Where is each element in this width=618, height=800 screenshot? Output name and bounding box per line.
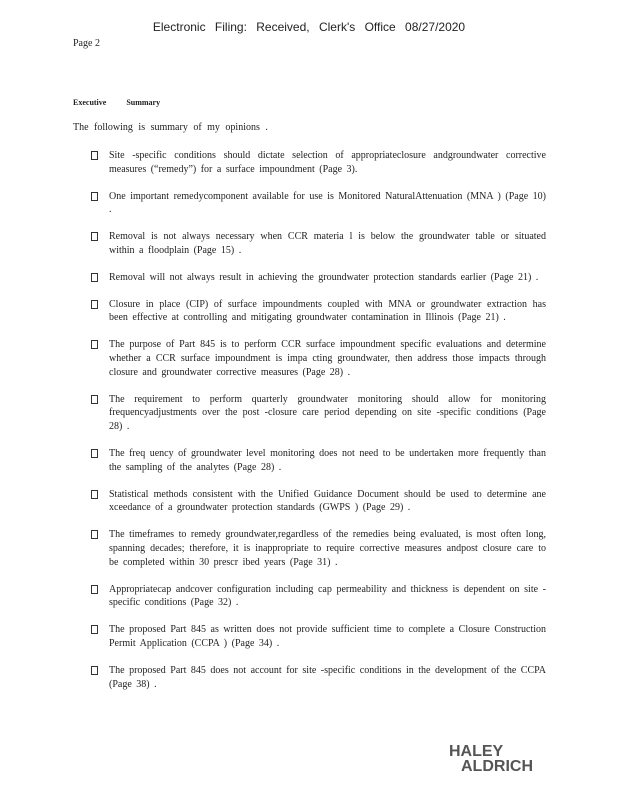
- list-item: [91, 583, 546, 611]
- list-item-text: Closure in place (CIP) of surface impoundments coupled with MNA or groundwater extraction has been effective at controlling and mitigating groundwater contamination in Illinois (Page 21) .: [109, 298, 546, 324]
- bullet-box-icon: [91, 151, 98, 160]
- list-item-text: The proposed Part 845 as written does not provide sufficient time to complete a Closure Construction Permit Application (CCPA ) (Page 34) .: [109, 624, 546, 649]
- logo-line-2: ALDRICH: [461, 758, 533, 775]
- list-item-text: The purpose of Part 845 is to perform CCR surface impoundment specific evaluations and determine whether a CCR surface impoundment is impa cting groundwater, then address those impacts through closure and groundwater corrective measures (Page 28) .: [109, 339, 546, 378]
- list-item-text: Statistical methods consistent with the Unified Guidance Document should be used to determine ane xceedance of a groundwater protection standards (GWPS ) (Page 29) .: [109, 488, 546, 514]
- list-item-text: The timeframes to remedy groundwater,regardless of the remedies being evaluated, is most often long, spanning decades; therefore, it is inappropriate to require corrective measures andpost closure care to be completed within 30 prescr ibed years (Page 31) .: [109, 529, 546, 568]
- list-item: [91, 488, 546, 516]
- list-item: [91, 190, 546, 218]
- list-item: [91, 447, 546, 475]
- intro-text: The following is summary of my opinions .: [73, 122, 268, 133]
- opinion-list: [91, 149, 546, 704]
- bullet-box-icon: [91, 585, 98, 594]
- filing-header: Electronic Filing: Received, Clerk's Office 08/27/2020: [152, 20, 466, 34]
- list-item-text: Removal will not always result in achieving the groundwater protection standards earlier (Page 21) .: [109, 271, 539, 283]
- bullet-box-icon: [91, 395, 98, 404]
- bullet-box-icon: [91, 273, 98, 282]
- list-item: [91, 230, 546, 258]
- haley-aldrich-logo: [449, 744, 543, 774]
- list-item-text: One important remedycomponent available for use is Monitored NaturalAttenuation (MNA ) (Page 10) .: [109, 190, 546, 216]
- list-item: [91, 298, 546, 326]
- bullet-box-icon: [91, 530, 98, 539]
- list-item: [91, 393, 546, 434]
- bullet-box-icon: [91, 300, 98, 309]
- page-number: Page 2: [73, 38, 100, 49]
- bullet-box-icon: [91, 449, 98, 458]
- bullet-box-icon: [91, 232, 98, 241]
- list-item-text: The proposed Part 845 does not account for site -specific conditions in the development of the CCPA (Page 38) .: [109, 664, 546, 690]
- list-item-text: The freq uency of groundwater level monitoring does not need to be undertaken more frequently than the sampling of the analytes (Page 28) .: [109, 447, 546, 473]
- bullet-box-icon: [91, 490, 98, 499]
- list-item: [91, 664, 546, 692]
- bullet-box-icon: [91, 666, 98, 675]
- bullet-box-icon: [91, 340, 98, 349]
- list-item-text: Appropriatecap andcover configuration including cap permeability and thickness is dependent on site -specific conditions (Page 32) .: [109, 583, 546, 609]
- list-item-text: The requirement to perform quarterly groundwater monitoring should allow for monitoring frequencyadjustments over the post -closure care period depending on site -specific conditions (Page 28) .: [109, 393, 546, 433]
- list-item: [91, 271, 546, 285]
- bullet-box-icon: [91, 625, 98, 634]
- list-item: [91, 149, 546, 177]
- list-item: [91, 528, 546, 569]
- logo-line-1: HALEY: [449, 743, 504, 760]
- list-item-text: Removal is not always necessary when CCR materia l is below the groundwater table or situated within a floodplain (Page 15) .: [109, 231, 546, 256]
- list-item: [91, 338, 546, 379]
- list-item-text: Site -specific conditions should dictate selection of appropriateclosure andgroundwater corrective measures (“remedy”) for a surface impoundment (Page 3).: [109, 150, 546, 175]
- section-title: Executive Summary: [73, 98, 161, 107]
- bullet-box-icon: [91, 192, 98, 201]
- list-item: [91, 623, 546, 651]
